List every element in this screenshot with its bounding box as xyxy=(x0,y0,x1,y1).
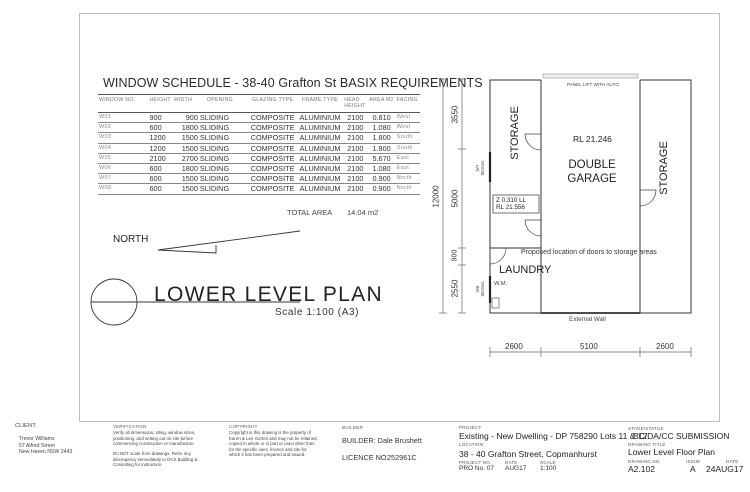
dim-3550: 3550 xyxy=(450,105,460,124)
col-opening: OPENING xyxy=(199,95,248,113)
col-height: HEIGHT xyxy=(148,95,172,113)
rl-garage: RL 21.246 xyxy=(573,134,612,144)
door-swing-icon xyxy=(490,248,506,264)
dim-2550: 2550 xyxy=(450,279,460,298)
schedule-title: WINDOW SCHEDULE - 38-40 Grafton St BASIX REQUIREMENTS xyxy=(103,76,483,90)
dim-2600-left: 2600 xyxy=(505,342,523,351)
garage-line-2: GARAGE xyxy=(567,173,617,185)
table-row: W05 2100 2700 SLIDING COMPOSITE ALUMINIUM 2100 5.670 East xyxy=(98,153,420,163)
col-width: WIDTH xyxy=(173,95,199,113)
plan-title: LOWER LEVEL PLAN xyxy=(154,283,383,306)
room-label-storage-right: STORAGE xyxy=(658,141,670,195)
verification-label: VERIFICATION xyxy=(113,424,147,429)
date-value: AUG17 xyxy=(505,465,527,472)
total-area-label: TOTAL AREA xyxy=(287,208,333,217)
issue-label: ISSUE xyxy=(686,459,701,464)
verification-text-2: Do NOT scale from drawings. Refer any discrepancy immediately to DCS Building & Consulting for instruction. xyxy=(113,451,198,468)
scale-label: SCALE xyxy=(540,460,556,465)
panel-lift-note: PANEL LIFT WITH AUTO xyxy=(567,82,619,87)
room-label-storage-left: STORAGE xyxy=(509,106,521,160)
washing-machine-icon xyxy=(492,298,499,308)
total-area-value: 14.04 m2 xyxy=(347,208,379,217)
copyright-text: Copyright in this drawing is the property of Karen & Lee Gorton and may not be retained, copied in whole or in part or used other than for the specific uses, licence and site for which it has been prepared and issued. xyxy=(229,430,318,458)
client-town: New Haven NSW 2443 xyxy=(19,449,73,456)
col-area: AREA M2 xyxy=(367,95,395,113)
door-swing-icon xyxy=(640,190,656,206)
licence-value: 252961C xyxy=(387,453,417,462)
proposed-doors-note: Proposed location of doors to storage areas xyxy=(521,249,657,256)
dim-12000: 12000 xyxy=(431,185,441,208)
scale-value: 1:100 xyxy=(540,465,557,472)
external-wall-label: External Wall xyxy=(569,316,606,323)
table-row: W02 600 1800 SLIDING COMPOSITE ALUMINIUM 2100 1.080 West xyxy=(98,123,420,133)
issue-value: A xyxy=(690,464,696,474)
table-row: W07 600 1500 SLIDING COMPOSITE ALUMINIUM 2100 0.900 North xyxy=(98,174,420,184)
dim-5000: 5000 xyxy=(450,189,460,208)
builder-value: BUILDER: Dale Brushett xyxy=(342,436,422,445)
project-no-value: PRO No. 07 xyxy=(459,465,495,472)
window-tag-w7: W7 0615ss xyxy=(475,160,485,176)
room-label-laundry: LAUNDRY xyxy=(499,264,552,276)
drawing-no-label: DRAWING NO. xyxy=(628,459,662,464)
client-street: 57 Alfred Street xyxy=(19,442,55,449)
project-no-label: PROJECT NO. xyxy=(459,460,492,465)
drawing-title-value: Lower Level Floor Plan xyxy=(628,447,715,457)
location-label: LOCATION xyxy=(459,442,484,447)
dim-2600-right: 2600 xyxy=(656,342,674,351)
copyright-label: COPYRIGHT xyxy=(229,424,258,429)
table-row: W08 600 1500 SLIDING COMPOSITE ALUMINIUM 2100 0.900 North xyxy=(98,184,420,194)
client-name: Trevor Williams xyxy=(19,436,55,442)
stage-label: STAGE/STATUS xyxy=(628,426,664,431)
garage-line-1: DOUBLE xyxy=(568,159,616,171)
door-swing-icon xyxy=(525,220,541,236)
col-window-no: WINDOW NO. xyxy=(98,95,148,113)
project-label: PROJECT xyxy=(459,425,482,430)
north-label: NORTH xyxy=(113,234,149,245)
issue-date-label: DATE xyxy=(726,459,739,464)
location-value: 38 - 40 Grafton Street, Copmanhurst xyxy=(459,449,597,459)
table-row: W04 1200 1500 SLIDING COMPOSITE ALUMINIUM 2100 1.800 South xyxy=(98,143,420,153)
licence-label: LICENCE NO. xyxy=(342,453,389,462)
client-label: CLIENT: xyxy=(15,423,37,429)
project-value: Existing - New Dwelling - DP 758290 Lots 11 & 12 xyxy=(459,431,648,441)
drawing-no-value: A2.102 xyxy=(628,464,655,474)
date-label: DATE xyxy=(505,460,518,465)
col-facing: FACING xyxy=(396,95,420,113)
room-label-garage xyxy=(564,158,620,186)
col-head-height: HEAD HEIGHT xyxy=(343,95,367,113)
verification-text-1: Verify all dimensions, siting, window sizes, positioning, and setting out on site before commencing construction or manufacture. xyxy=(113,430,196,447)
garage-door-icon xyxy=(543,74,638,78)
builder-label: BUILDER xyxy=(342,425,363,430)
issue-date-value: 24AUG17 xyxy=(706,464,744,474)
drawing-title-label: DRAWING TITLE xyxy=(628,442,666,447)
plan-scale: Scale 1:100 (A3) xyxy=(275,307,360,318)
client-details xyxy=(19,436,72,456)
dim-5100: 5100 xyxy=(580,342,598,351)
table-row: W03 1200 1500 SLIDING COMPOSITE ALUMINIUM 2100 1.800 South xyxy=(98,133,420,143)
wm-label: W.M. xyxy=(494,281,508,287)
col-glazing: GLAZING TYPE xyxy=(248,95,296,113)
col-frame: FRAME TYPE xyxy=(297,95,343,113)
door-swing-icon xyxy=(525,134,541,150)
table-row: W06 600 1800 SLIDING COMPOSITE ALUMINIUM 2100 1.080 East xyxy=(98,163,420,173)
table-row: W01 900 900 SLIDING COMPOSITE ALUMINIUM 2100 0.810 West xyxy=(98,113,420,123)
window-tag-w8: W8 0615ss xyxy=(475,281,485,297)
dim-900: 900 xyxy=(451,249,459,262)
stage-value: BC/DA/CC SUBMISSION xyxy=(633,431,730,441)
level-box-text: Z 0.310 LL RL 21.556 xyxy=(496,197,527,211)
